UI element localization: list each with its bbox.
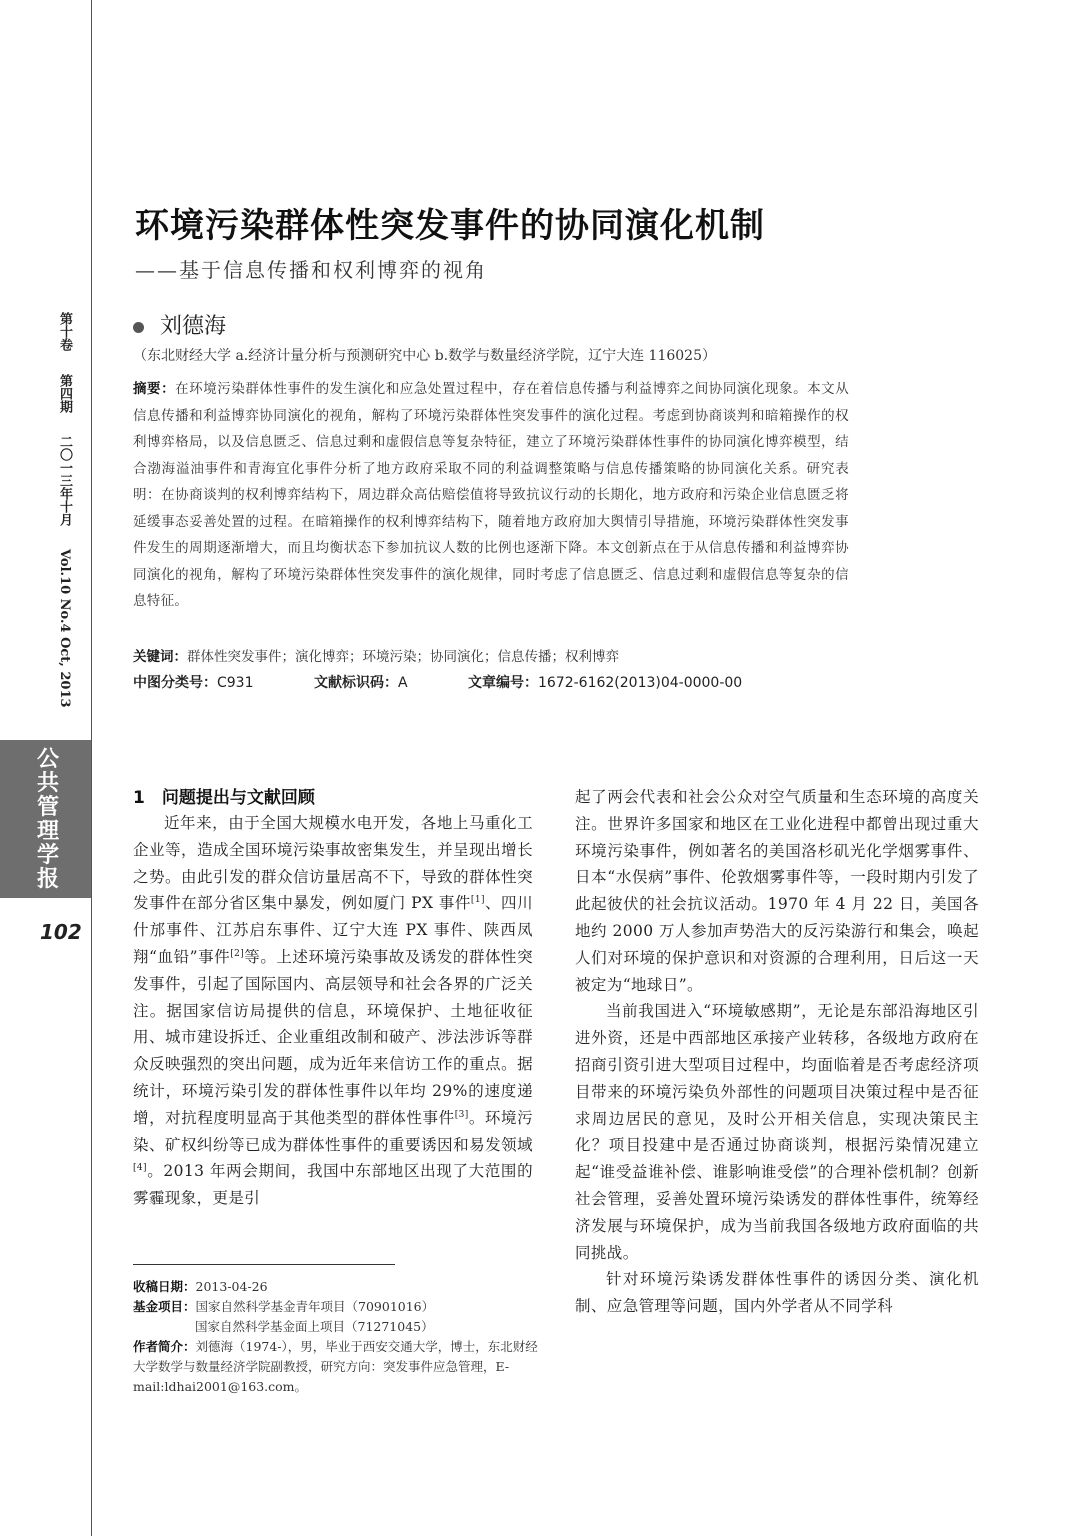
- article-no-value: 1672-6162(2013)04-0000-00: [537, 675, 743, 691]
- volume-en-label: Vol.10 No.4 Oct, 2013: [57, 548, 72, 708]
- volume-label: 第十卷: [57, 312, 72, 351]
- citation-link[interactable]: [3]: [454, 1109, 469, 1120]
- section-heading: 1 问题提出与文献回顾: [133, 788, 315, 808]
- journal-name-char: 学: [36, 843, 59, 868]
- journal-name-char: 管: [36, 795, 59, 820]
- bullet-icon: [133, 322, 144, 333]
- author-line: [133, 309, 226, 340]
- citation-link[interactable]: [1]: [470, 895, 485, 906]
- body-right-column: [575, 784, 979, 1320]
- date-label: 二〇一三年十月: [57, 435, 72, 527]
- clc-label: 中图分类号：: [133, 675, 217, 691]
- doc-code-value: A: [397, 675, 408, 691]
- paragraph: 针对环境污染诱发群体性事件的诱因分类、演化机制、应急管理等问题，国内外学者从不同学科: [575, 1270, 979, 1316]
- abstract: [133, 376, 849, 615]
- clc-value: C931: [217, 675, 254, 691]
- author-bio: 刘德海（1974-），男，毕业于西安交通大学，博士，东北财经大学数学与数量经济学院副教授，研究方向：突发事件应急管理，E-mail:ldhai2001@163.com。: [133, 1339, 538, 1394]
- author-name: 刘德海: [160, 314, 227, 339]
- journal-name-char: 公: [36, 747, 59, 772]
- journal-name: [36, 748, 60, 892]
- page-number: 102: [40, 920, 82, 944]
- citation-link[interactable]: [2]: [230, 948, 245, 959]
- journal-name-box: [0, 740, 91, 898]
- paragraph: 起了两会代表和社会公众对空气质量和生态环境的高度关注。世界许多国家和地区在工业化进程中都曾出现过重大环境污染事件，例如著名的美国洛杉矶光化学烟雾事件、日本“水俣病”事件、伦敦烟雾事件等，一段时期内引发了此起彼伏的社会抗议活动。1970 年 4 月 22 日，美国各地约 2000 万人参加声势浩大的反污染游行和集会，唤起人们对环境的保护意识和对资源的合理利用，日后这一天被定为“地球日”。: [575, 788, 979, 994]
- fund-item: 国家自然科学基金青年项目（70901016）: [195, 1299, 435, 1314]
- body-left-column: [133, 810, 533, 1212]
- paragraph: 当前我国进入“环境敏感期”，无论是东部沿海地区引进外资，还是中西部地区承接产业转移，各级地方政府在招商引资引进大型项目过程中，均面临着是否考虑经济项目带来的环境污染负外部性的问题项目决策过程中是否征求周边居民的意见，及时公开相关信息，实现决策民主化？项目投建中是否通过协商谈判，根据污染情况建立起“谁受益谁补偿、谁影响谁受偿”的合理补偿机制？创新社会管理，妥善处置环境污染诱发的群体性事件，统筹经济发展与环境保护，成为当前我国各级地方政府面临的共同挑战。: [575, 1002, 979, 1262]
- keywords-label: 关键词：: [133, 649, 187, 665]
- journal-name-char: 理: [36, 819, 59, 844]
- abstract-text: 在环境污染群体性事件的发生演化和应急处置过程中，存在着信息传播与利益博弈之间协同演化现象。本文从信息传播和利益博弈协同演化的视角，解构了环境污染群体性突发事件的演化过程。考虑到协商谈判和暗箱操作的权利博弈格局，以及信息匮乏、信息过剩和虚假信息等复杂特征，建立了环境污染群体性事件的协同演化博弈模型，结合渤海溢油事件和青海宜化事件分析了地方政府采取不同的利益调整策略与信息传播策略的协同演化关系。研究表明：在协商谈判的权利博弈结构下，周边群众高估赔偿值将导致抗议行动的长期化，地方政府和污染企业信息匮乏将延缓事态妥善处置的过程。在暗箱操作的权利博弈结构下，随着地方政府加大舆情引导措施，环境污染群体性突发事件发生的周期逐渐增大，而且均衡状态下参加抗议人数的比例也逐渐下降。本文创新点在于从信息传播和利益博弈协同演化的视角，解构了环境污染群体性突发事件的演化规律，同时考虑了信息匮乏、信息过剩和虚假信息等复杂的信息特征。: [133, 381, 849, 609]
- issue-info-vertical: [50, 312, 72, 725]
- paragraph: 近年来，由于全国大规模水电开发，各地上马重化工企业等，造成全国环境污染事故密集发生，并呈现出增长之势。由此引发的群众信访量居高不下，导致的群体性突发事件在部分省区集中暴发，例如厦门 PX 事件[1]、四川什邡事件、江苏启东事件、辽宁大连 PX 事件、陕西凤翔“血铅”事件[2]等。上述环境污染事故及诱发的群体性突发事件，引起了国际国内、高层领导和社会各界的广泛关注。据国家信访局提供的信息，环境保护、土地征收征用、城市建设拆迁、企业重组改制和破产、涉法涉诉等群众反映强烈的突出问题，成为近年来信访工作的重点。据统计，环境污染引发的群体性事件以年均 29%的速度递增，对抗程度明显高于其他类型的群体性事件[3]。环境污染、矿权纠纷等已成为群体性事件的重要诱因和易发领域[4]。2013 年两会期间，我国中东部地区出现了大范围的雾霾现象，更是引: [133, 814, 533, 1208]
- journal-name-char: 报: [36, 867, 59, 892]
- article-subtitle: ——基于信息传播和权利博弈的视角: [135, 258, 487, 282]
- fund-item: 国家自然科学基金面上项目（71271045）: [195, 1319, 434, 1334]
- citation-link[interactable]: [4]: [133, 1163, 147, 1174]
- article-no-label: 文章编号：: [467, 675, 538, 691]
- article-title: 环境污染群体性突发事件的协同演化机制: [135, 206, 765, 246]
- issue-label: 第四期: [57, 373, 72, 413]
- margin-rule: [91, 0, 92, 1536]
- abstract-label: 摘要：: [133, 381, 176, 397]
- doc-code-label: 文献标识码：: [313, 675, 398, 691]
- fund-label: 基金项目：: [133, 1299, 196, 1314]
- keywords: [133, 645, 619, 665]
- bio-label: 作者简介：: [133, 1339, 196, 1354]
- journal-name-char: 共: [36, 771, 59, 796]
- classification-line: [133, 672, 742, 692]
- footnotes: [133, 1277, 543, 1397]
- received-date: 2013-04-26: [195, 1279, 268, 1294]
- received-label: 收稿日期：: [133, 1279, 196, 1294]
- footnote-rule: [133, 1264, 395, 1265]
- affiliation: （东北财经大学 a.经济计量分析与预测研究中心 b.数学与数量经济学院，辽宁大连 116025）: [133, 348, 717, 364]
- keywords-text: 群体性突发事件；演化博弈；环境污染；协同演化；信息传播；权利博弈: [187, 649, 619, 665]
